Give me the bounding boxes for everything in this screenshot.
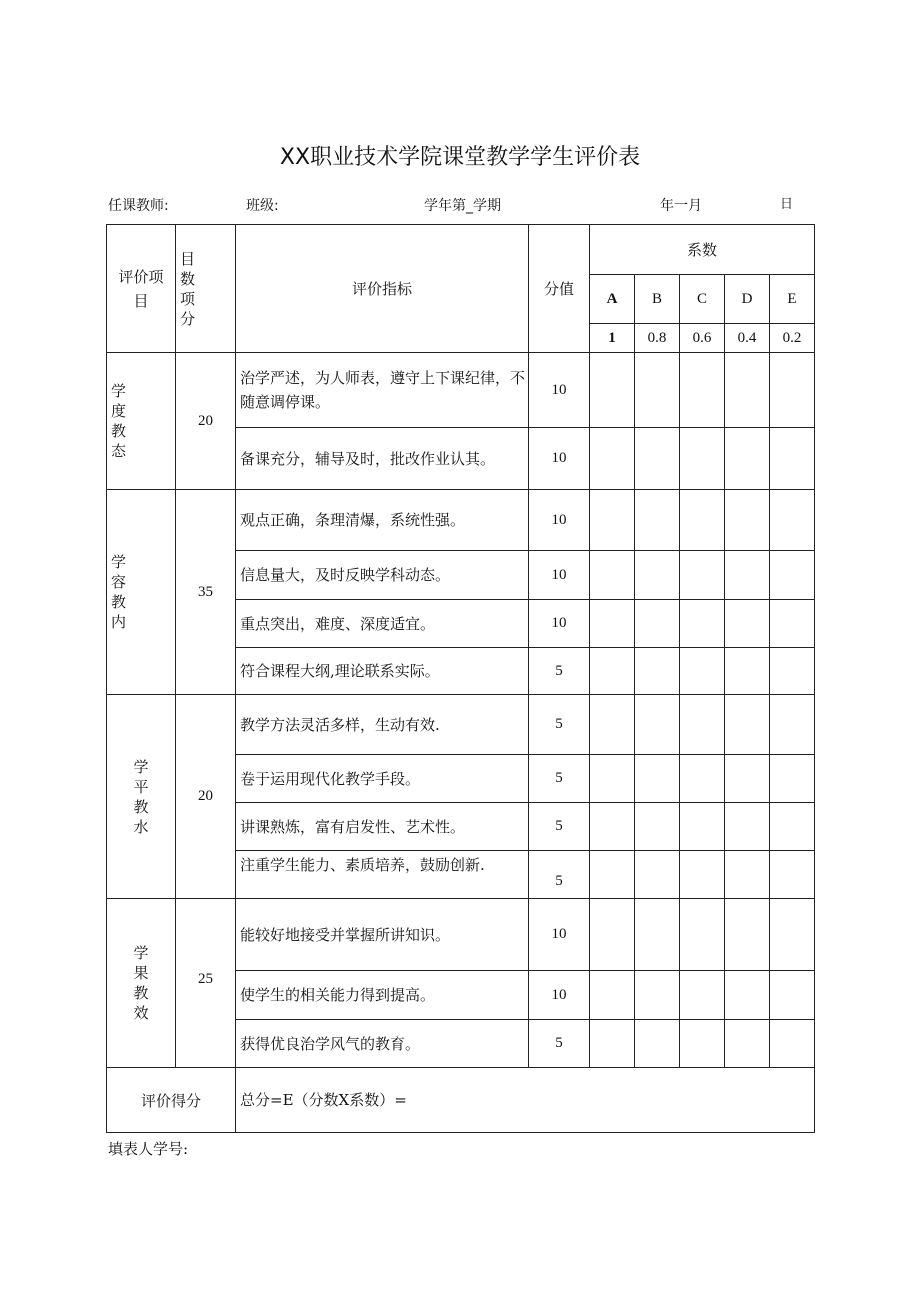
- grade-cell[interactable]: [635, 899, 680, 971]
- grade-d: D: [725, 275, 770, 324]
- item-header: 评价项 目: [107, 225, 176, 353]
- grade-cell[interactable]: [590, 899, 635, 971]
- indicator-cell: 能较好地接受并掌握所讲知识。: [236, 899, 529, 971]
- grade-cell[interactable]: [680, 428, 725, 490]
- grade-cell[interactable]: [725, 899, 770, 971]
- grade-cell[interactable]: [680, 1020, 725, 1068]
- coef-b: 0.8: [635, 324, 680, 353]
- grade-cell[interactable]: [725, 353, 770, 428]
- grade-e: E: [770, 275, 815, 324]
- value-cell: 5: [529, 1020, 590, 1068]
- value-cell: 5: [529, 851, 590, 899]
- grade-cell[interactable]: [680, 899, 725, 971]
- grade-cell[interactable]: [680, 648, 725, 695]
- indicator-cell: 重点突出，难度、深度适宜。: [236, 600, 529, 648]
- grade-cell[interactable]: [770, 755, 815, 803]
- grade-cell[interactable]: [725, 971, 770, 1020]
- teacher-label: 任课教师:: [108, 198, 169, 214]
- grade-cell[interactable]: [770, 600, 815, 648]
- grade-cell[interactable]: [590, 695, 635, 755]
- grade-cell[interactable]: [725, 1020, 770, 1068]
- grade-cell[interactable]: [770, 971, 815, 1020]
- value-cell: 10: [529, 899, 590, 971]
- grade-cell[interactable]: [590, 803, 635, 851]
- indicator-cell: 治学严述，为人师表，遵守上下课纪律，不随意调停课。: [236, 353, 529, 428]
- grade-cell[interactable]: [770, 899, 815, 971]
- indicator-cell: 获得优良治学风气的教育。: [236, 1020, 529, 1068]
- grade-cell[interactable]: [590, 648, 635, 695]
- indicator-cell: 使学生的相关能力得到提高。: [236, 971, 529, 1020]
- grade-cell[interactable]: [725, 600, 770, 648]
- group-label: 学 平 教 水: [107, 695, 176, 899]
- value-cell: 5: [529, 695, 590, 755]
- value-cell: 10: [529, 971, 590, 1020]
- score-header: 目 数 项 分: [176, 225, 236, 353]
- grade-cell[interactable]: [635, 551, 680, 600]
- grade-cell[interactable]: [590, 971, 635, 1020]
- value-cell: 10: [529, 490, 590, 551]
- grade-cell[interactable]: [770, 353, 815, 428]
- indicator-cell: 讲课熟炼，富有启发性、艺术性。: [236, 803, 529, 851]
- term-label: 学年第_学期: [424, 198, 501, 214]
- grade-cell[interactable]: [680, 490, 725, 551]
- coef-c: 0.6: [680, 324, 725, 353]
- grade-cell[interactable]: [770, 803, 815, 851]
- indicator-cell: 信息量大，及时反映学科动态。: [236, 551, 529, 600]
- grade-cell[interactable]: [635, 803, 680, 851]
- grade-cell[interactable]: [590, 755, 635, 803]
- grade-cell[interactable]: [770, 695, 815, 755]
- indicator-cell: 注重学生能力、素质培养，鼓励创新.: [236, 851, 529, 899]
- grade-cell[interactable]: [725, 851, 770, 899]
- indicator-cell: 备课充分，辅导及时，批改作业认其。: [236, 428, 529, 490]
- value-cell: 5: [529, 755, 590, 803]
- indicator-header: 评价指标: [236, 225, 529, 353]
- group-score: 20: [176, 353, 236, 490]
- coef-a: 1: [590, 324, 635, 353]
- coef-d: 0.4: [725, 324, 770, 353]
- evaluation-table: [106, 224, 815, 1133]
- grade-cell[interactable]: [680, 755, 725, 803]
- grade-cell[interactable]: [725, 755, 770, 803]
- grade-cell[interactable]: [635, 648, 680, 695]
- indicator-cell: 卷于运用现代化教学手段。: [236, 755, 529, 803]
- grade-b: B: [635, 275, 680, 324]
- grade-a: A: [590, 275, 635, 324]
- grade-cell[interactable]: [770, 1020, 815, 1068]
- grade-cell[interactable]: [680, 851, 725, 899]
- group-score: 20: [176, 695, 236, 899]
- grade-cell[interactable]: [680, 695, 725, 755]
- grade-cell[interactable]: [770, 551, 815, 600]
- coef-header: 系数: [590, 225, 815, 275]
- grade-cell[interactable]: [680, 971, 725, 1020]
- grade-cell[interactable]: [635, 353, 680, 428]
- day-label: 日: [780, 197, 794, 212]
- group-label: 学 度 教 态: [107, 353, 176, 490]
- value-cell: 10: [529, 353, 590, 428]
- grade-cell[interactable]: [770, 428, 815, 490]
- grade-cell[interactable]: [635, 851, 680, 899]
- grade-cell[interactable]: [590, 600, 635, 648]
- value-cell: 5: [529, 648, 590, 695]
- page-title: XX职业技术学院课堂教学学生评价表: [279, 145, 641, 170]
- grade-cell[interactable]: [725, 551, 770, 600]
- value-cell: 10: [529, 428, 590, 490]
- grade-cell[interactable]: [725, 648, 770, 695]
- group-score: 35: [176, 490, 236, 695]
- grade-cell[interactable]: [590, 551, 635, 600]
- grade-cell[interactable]: [590, 353, 635, 428]
- grade-cell[interactable]: [590, 1020, 635, 1068]
- indicator-cell: 符合课程大纲,理论联系实际。: [236, 648, 529, 695]
- grade-cell[interactable]: [770, 648, 815, 695]
- grade-cell[interactable]: [590, 490, 635, 551]
- value-header: 分值: [529, 225, 590, 353]
- date-label: 年一月: [660, 198, 702, 214]
- grade-cell[interactable]: [725, 695, 770, 755]
- grade-cell[interactable]: [725, 803, 770, 851]
- grade-cell[interactable]: [635, 1020, 680, 1068]
- grade-cell[interactable]: [680, 600, 725, 648]
- grade-cell[interactable]: [590, 851, 635, 899]
- grade-cell[interactable]: [770, 851, 815, 899]
- grade-cell[interactable]: [725, 428, 770, 490]
- grade-cell[interactable]: [680, 803, 725, 851]
- filler-student-id-label: 填表人学号:: [108, 1140, 189, 1158]
- grade-cell[interactable]: [635, 490, 680, 551]
- indicator-cell: 教学方法灵活多样，生动有效.: [236, 695, 529, 755]
- grade-cell[interactable]: [590, 428, 635, 490]
- coef-e: 0.2: [770, 324, 815, 353]
- grade-cell[interactable]: [635, 971, 680, 1020]
- value-cell: 5: [529, 803, 590, 851]
- value-cell: 10: [529, 551, 590, 600]
- grade-cell[interactable]: [680, 353, 725, 428]
- value-cell: 10: [529, 600, 590, 648]
- grade-cell[interactable]: [635, 600, 680, 648]
- indicator-cell: 观点正确，条理清爆，系统性强。: [236, 490, 529, 551]
- group-label: 学 容 教 内: [107, 490, 176, 695]
- grade-cell[interactable]: [680, 551, 725, 600]
- group-score: 25: [176, 899, 236, 1068]
- grade-cell[interactable]: [725, 490, 770, 551]
- grade-cell[interactable]: [635, 428, 680, 490]
- grade-cell[interactable]: [635, 755, 680, 803]
- summary-formula[interactable]: 总分=E（分数X系数）=: [236, 1068, 815, 1133]
- group-label: 学 果 教 效: [107, 899, 176, 1068]
- grade-cell[interactable]: [770, 490, 815, 551]
- summary-label: 评价得分: [107, 1068, 236, 1133]
- grade-c: C: [680, 275, 725, 324]
- class-label: 班级:: [246, 198, 279, 214]
- grade-cell[interactable]: [635, 695, 680, 755]
